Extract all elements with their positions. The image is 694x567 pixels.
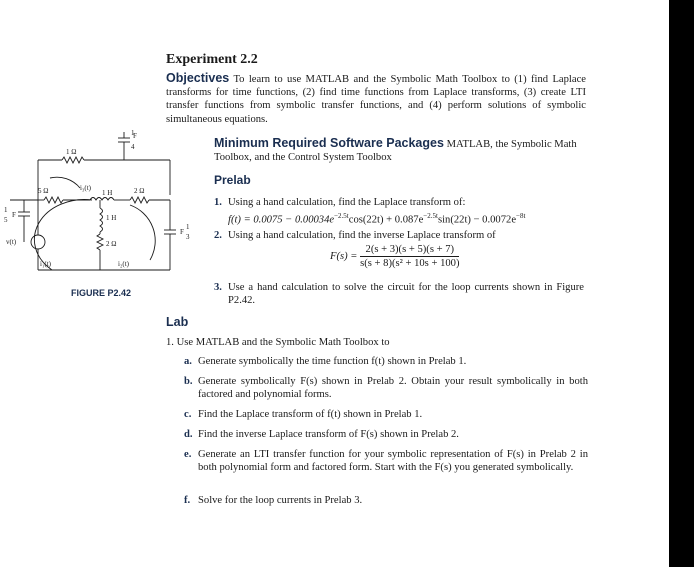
label-i3: i₃(t) <box>80 184 91 192</box>
prelab-item-number: 1. <box>214 197 222 208</box>
equation-part: cos(22t) + 0.087e <box>348 214 424 226</box>
laplace-equation <box>228 212 525 226</box>
lab-item-text: Find the Laplace transform of f(t) shown in Prelab 1. <box>198 409 423 420</box>
equation-exponent: −2.5t <box>423 212 438 220</box>
lab-item-text: Generate symbolically the time function f(t) shown in Prelab 1. <box>198 356 467 367</box>
label-r1: 1 Ω <box>66 148 77 156</box>
label-l1b: 1 H <box>106 214 117 222</box>
experiment-title: Experiment 2.2 <box>166 52 258 67</box>
lab-item-letter: c. <box>184 409 192 420</box>
objectives-section <box>166 72 586 126</box>
lab-item-letter: a. <box>184 356 192 367</box>
circuit-diagram <box>0 130 210 290</box>
lab-item-letter: d. <box>184 429 193 440</box>
lab-item-text: Solve for the loop currents in Prelab 3. <box>198 495 363 506</box>
objectives-text: To learn to use MATLAB and the Symbolic Math Toolbox to (1) find Laplace transforms for time functions, (2) find time functions from Laplace transforms, (3) create LTI transfer functions from symbolic transfer functions, and (4) perform solutions of symbolic simultaneous equations. <box>166 74 586 125</box>
equation-lhs: F(s) = <box>330 250 358 262</box>
inverse-laplace-equation <box>330 244 459 269</box>
lab-item-a <box>184 355 588 368</box>
software-heading: Minimum Required Software Packages <box>214 136 444 150</box>
prelab-item-number: 3. <box>214 282 222 293</box>
label-c-right-num: 1 <box>186 223 190 231</box>
equation-part: sin(22t) − 0.0072e <box>437 214 517 226</box>
prelab-item-2 <box>214 229 586 242</box>
label-l1a: 1 H <box>102 189 113 197</box>
prelab-item-3 <box>214 281 586 307</box>
label-r2a: 2 Ω <box>134 187 145 195</box>
equation-fraction <box>360 244 459 269</box>
lab-item-letter: f. <box>184 495 191 506</box>
equation-exponent: −8t <box>516 212 526 220</box>
software-section <box>214 137 586 164</box>
lab-item-text: Generate an LTI transfer function for your symbolic representation of F(s) in Prelab 2 in both polynomial form and factored form. Start with the F(s) you generated symbolically. <box>198 449 588 474</box>
label-r5: 5 Ω <box>38 187 49 195</box>
label-r2b: 2 Ω <box>106 240 117 248</box>
prelab-item-1 <box>214 196 586 209</box>
lab-heading: Lab <box>166 315 189 329</box>
label-i2: i₂(t) <box>118 260 129 268</box>
circuit-wires <box>10 132 176 270</box>
label-i1: i₁(t) <box>40 260 51 268</box>
objectives-heading: Objectives <box>166 71 230 85</box>
equation-denominator: s(s + 8)(s² + 10s + 100) <box>360 258 460 269</box>
label-c-top-num: 1 <box>131 130 135 137</box>
equation-numerator: 2(s + 3)(s + 5)(s + 7) <box>360 244 459 257</box>
equation-part: f(t) = 0.0075 − 0.00034e <box>228 214 335 226</box>
prelab-heading: Prelab <box>214 173 251 187</box>
prelab-item-text: Using a hand calculation, find the Laplace transform of: <box>228 197 466 208</box>
label-c-right-unit: F <box>180 228 184 236</box>
equation-exponent: −2.5t <box>334 212 349 220</box>
label-c-top-den: 4 <box>131 143 135 151</box>
lab-item-letter: e. <box>184 449 192 460</box>
prelab-item-text: Using a hand calculation, find the inverse Laplace transform of <box>228 230 496 241</box>
label-c-left-unit: F <box>12 211 16 219</box>
label-c-right-den: 3 <box>186 233 190 241</box>
lab-intro: 1. Use MATLAB and the Symbolic Math Toolbox to <box>166 337 390 348</box>
lab-item-text: Find the inverse Laplace transform of F(s) shown in Prelab 2. <box>198 429 459 440</box>
prelab-item-text: Use a hand calculation to solve the circuit for the loop currents shown in Figure P2.42. <box>228 282 584 307</box>
label-c-left-num: 1 <box>4 206 8 214</box>
right-black-bar <box>669 0 694 567</box>
software-text: MATLAB, the Symbolic Math Toolbox, and the Control System Toolbox <box>214 139 577 164</box>
lab-item-c <box>184 408 588 421</box>
label-source: v(t) <box>6 238 17 246</box>
label-c-top-unit: F <box>133 132 137 140</box>
lab-item-f <box>184 494 588 507</box>
lab-item-b <box>184 375 588 401</box>
label-c-left-den: 5 <box>4 216 8 224</box>
lab-item-letter: b. <box>184 376 193 387</box>
lab-item-text: Generate symbolically F(s) shown in Prelab 2. Obtain your result symbolically in both factored and polynomial forms. <box>198 376 588 401</box>
figure-caption: FIGURE P2.42 <box>71 288 132 298</box>
lab-item-e <box>184 448 588 474</box>
prelab-item-number: 2. <box>214 230 222 241</box>
lab-item-d <box>184 428 588 441</box>
